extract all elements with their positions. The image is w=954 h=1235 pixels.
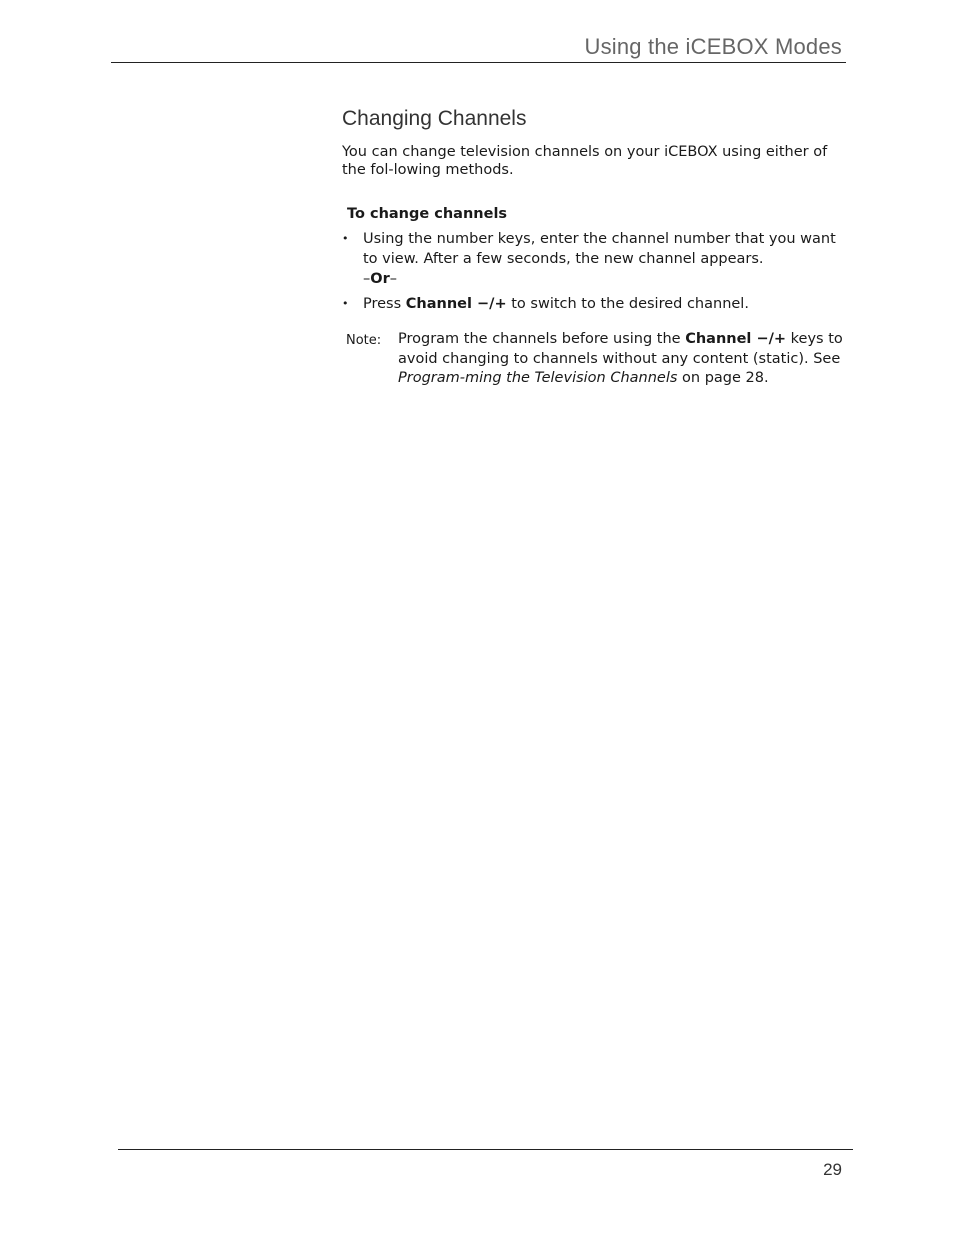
note-block bbox=[342, 330, 847, 389]
note-text bbox=[398, 330, 847, 389]
main-content bbox=[342, 105, 847, 389]
or-prefix: – bbox=[363, 271, 371, 287]
footer-rule bbox=[118, 1149, 853, 1150]
section-title: Changing Channels bbox=[342, 107, 527, 130]
page-number: 29 bbox=[823, 1160, 842, 1179]
running-header-title: Using the iCEBOX Modes bbox=[584, 34, 842, 59]
note-label: Note: bbox=[346, 333, 382, 348]
or-suffix: – bbox=[389, 271, 397, 287]
step-text-after: to switch to the desired channel. bbox=[506, 296, 749, 312]
note-text-after: on page 28. bbox=[677, 370, 769, 386]
cross-reference: Program-ming the Television Channels bbox=[398, 370, 678, 386]
procedure-heading: To change channels bbox=[347, 206, 508, 222]
bullet-icon: • bbox=[342, 232, 349, 245]
note-text-middle: keys to avoid changing to channels without any content (static). See bbox=[398, 331, 843, 367]
bullet-icon: • bbox=[342, 297, 349, 310]
key-label: Channel −/+ bbox=[685, 331, 787, 347]
procedure-steps bbox=[342, 229, 847, 314]
step-text: Using the number keys, enter the channel number that you want to view. After a few seconds, the new channel appears. bbox=[363, 231, 836, 267]
running-header bbox=[111, 34, 846, 63]
step-item bbox=[342, 294, 847, 314]
step-text-before: Press bbox=[363, 296, 406, 312]
note-text-before: Program the channels before using the bbox=[398, 331, 686, 347]
or-label: Or bbox=[370, 271, 390, 287]
step-item bbox=[342, 229, 847, 289]
intro-paragraph: You can change television channels on your iCEBOX using either of the fol-lowing methods. bbox=[342, 144, 828, 178]
or-separator bbox=[363, 269, 847, 289]
key-label: Channel −/+ bbox=[405, 296, 507, 312]
